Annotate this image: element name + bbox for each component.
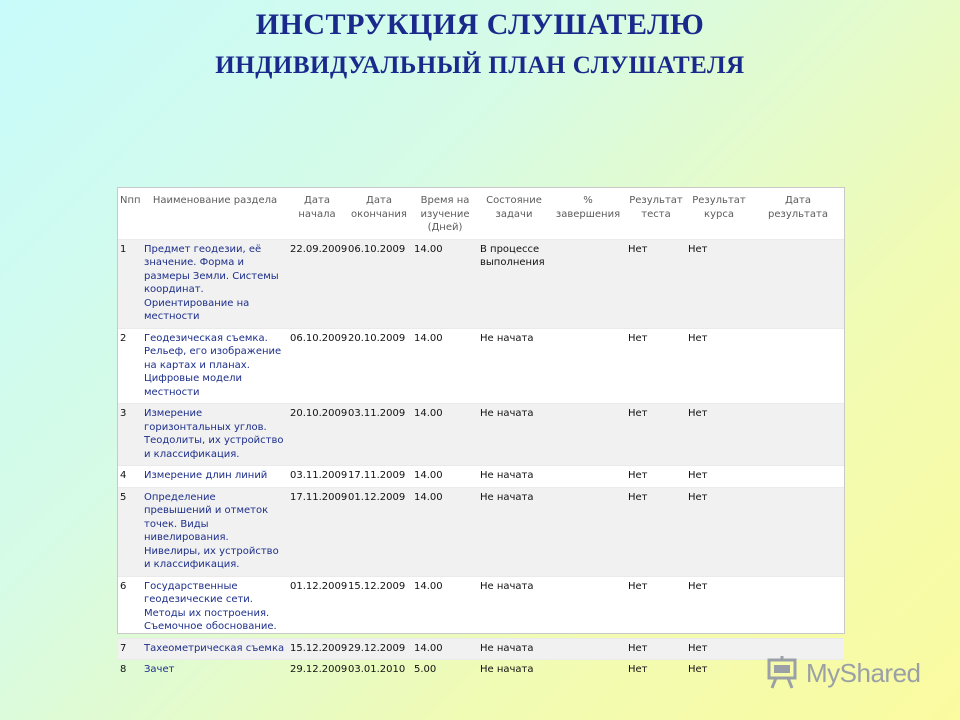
header-test-result[interactable]: Результат теста (626, 188, 686, 239)
logo-text: MyShared (806, 657, 921, 688)
slide-subtitle: ИНДИВИДУАЛЬНЫЙ ПЛАН СЛУШАТЕЛЯ (215, 52, 745, 79)
course-result: Нет (686, 576, 752, 638)
end-date: 06.10.2009 (346, 239, 412, 328)
end-date: 20.10.2009 (346, 328, 412, 404)
header-result-date[interactable]: Дата результата (752, 188, 844, 239)
section-name-link[interactable]: Предмет геодезии, её значение. Форма и размеры Земли. Системы координат. Ориентирование на местности (142, 239, 288, 328)
study-time: 14.00 (412, 404, 478, 466)
study-time: 14.00 (412, 328, 478, 404)
row-number: 7 (118, 638, 142, 660)
end-date: 29.12.2009 (346, 638, 412, 660)
test-result: Нет (626, 638, 686, 660)
study-time: 14.00 (412, 239, 478, 328)
row-number: 6 (118, 576, 142, 638)
table-row[interactable] (118, 239, 844, 328)
row-number: 5 (118, 487, 142, 576)
course-result: Нет (686, 638, 752, 660)
course-result: Нет (686, 239, 752, 328)
start-date: 06.10.2009 (288, 328, 346, 404)
header-course-result[interactable]: Результат курса (686, 188, 752, 239)
table-header-row (118, 188, 844, 239)
table-row[interactable] (118, 487, 844, 576)
task-state: Не начата (478, 638, 550, 660)
header-start-date[interactable]: Дата начала (288, 188, 346, 239)
section-name-link[interactable]: Государственные геодезические сети. Методы их построения. Съемочное обоснование. (142, 576, 288, 638)
percent-complete (550, 466, 626, 488)
start-date: 17.11.2009 (288, 487, 346, 576)
myshared-logo (766, 656, 921, 690)
table-row[interactable] (118, 576, 844, 638)
task-state: Не начата (478, 576, 550, 638)
percent-complete (550, 660, 626, 681)
section-name-link[interactable]: Зачет (142, 660, 288, 681)
test-result: Нет (626, 660, 686, 681)
end-date: 03.11.2009 (346, 404, 412, 466)
end-date: 01.12.2009 (346, 487, 412, 576)
result-date (752, 466, 844, 488)
section-name-link[interactable]: Измерение горизонтальных углов. Теодолиты, их устройство и классификация. (142, 404, 288, 466)
percent-complete (550, 638, 626, 660)
result-date (752, 487, 844, 576)
start-date: 22.09.2009 (288, 239, 346, 328)
result-date (752, 328, 844, 404)
task-state: Не начата (478, 404, 550, 466)
course-result: Нет (686, 328, 752, 404)
course-result: Нет (686, 660, 752, 681)
test-result: Нет (626, 466, 686, 488)
header-section-name[interactable]: Наименование раздела (142, 188, 288, 239)
study-time: 14.00 (412, 638, 478, 660)
section-name-link[interactable]: Измерение длин линий (142, 466, 288, 488)
row-number: 3 (118, 404, 142, 466)
section-name-link[interactable]: Определение превышений и отметок точек. Виды нивелирования. Нивелиры, их устройство и классификация. (142, 487, 288, 576)
section-name-link[interactable]: Тахеометрическая съемка (142, 638, 288, 660)
study-time: 14.00 (412, 466, 478, 488)
individual-plan-table-panel (117, 187, 845, 675)
slide-title: ИНСТРУКЦИЯ СЛУШАТЕЛЮ (255, 8, 705, 41)
header-percent-complete[interactable]: % завершения (550, 188, 626, 239)
task-state: Не начата (478, 487, 550, 576)
row-number: 8 (118, 660, 142, 681)
header-study-time[interactable]: Время на изучение (Дней) (412, 188, 478, 239)
start-date: 29.12.2009 (288, 660, 346, 681)
header-task-state[interactable]: Состояние задачи (478, 188, 550, 239)
start-date: 20.10.2009 (288, 404, 346, 466)
study-time: 5.00 (412, 660, 478, 681)
table-row[interactable] (118, 638, 844, 660)
start-date: 15.12.2009 (288, 638, 346, 660)
percent-complete (550, 576, 626, 638)
test-result: Нет (626, 576, 686, 638)
individual-plan-table (118, 188, 844, 681)
course-result: Нет (686, 487, 752, 576)
start-date: 01.12.2009 (288, 576, 346, 638)
test-result: Нет (626, 404, 686, 466)
end-date: 17.11.2009 (346, 466, 412, 488)
header-npp[interactable]: Nпп (118, 188, 142, 239)
percent-complete (550, 404, 626, 466)
test-result: Нет (626, 239, 686, 328)
task-state: В процессе выполнения (478, 239, 550, 328)
table-row[interactable] (118, 466, 844, 488)
header-end-date[interactable]: Дата окончания (346, 188, 412, 239)
row-number: 1 (118, 239, 142, 328)
start-date: 03.11.2009 (288, 466, 346, 488)
course-result: Нет (686, 466, 752, 488)
course-result: Нет (686, 404, 752, 466)
table-row[interactable] (118, 660, 844, 681)
result-date (752, 239, 844, 328)
end-date: 03.01.2010 (346, 660, 412, 681)
percent-complete (550, 487, 626, 576)
end-date: 15.12.2009 (346, 576, 412, 638)
task-state: Не начата (478, 328, 550, 404)
result-date (752, 404, 844, 466)
row-number: 4 (118, 466, 142, 488)
section-name-link[interactable]: Геодезическая съемка. Рельеф, его изображение на картах и планах. Цифровые модели местности (142, 328, 288, 404)
presentation-board-icon (766, 656, 802, 690)
row-number: 2 (118, 328, 142, 404)
table-row[interactable] (118, 404, 844, 466)
test-result: Нет (626, 328, 686, 404)
percent-complete (550, 239, 626, 328)
task-state: Не начата (478, 660, 550, 681)
result-date (752, 576, 844, 638)
test-result: Нет (626, 487, 686, 576)
study-time: 14.00 (412, 576, 478, 638)
task-state: Не начата (478, 466, 550, 488)
study-time: 14.00 (412, 487, 478, 576)
percent-complete (550, 328, 626, 404)
table-row[interactable] (118, 328, 844, 404)
